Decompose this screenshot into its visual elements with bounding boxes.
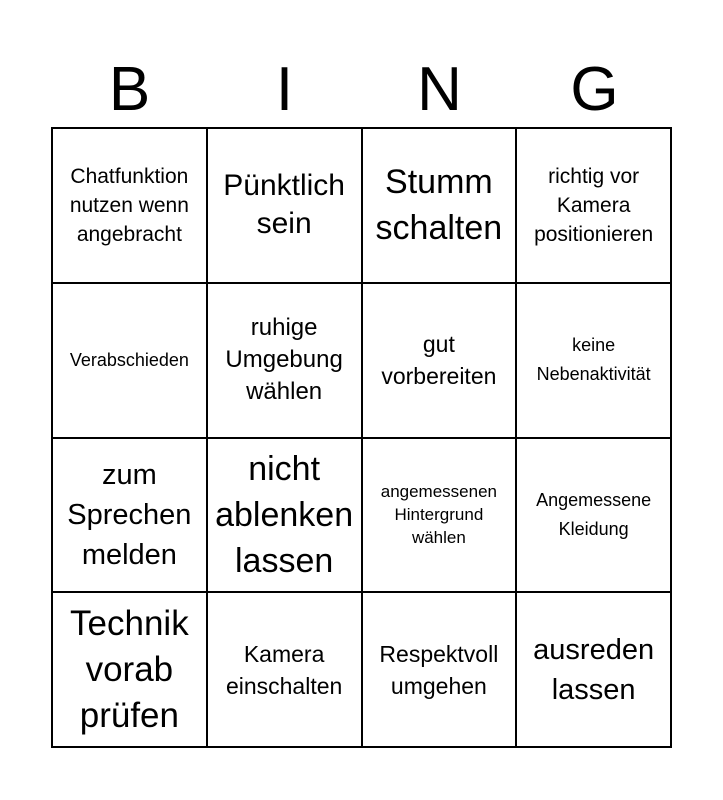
bingo-cell-text: Stumm schalten xyxy=(375,163,503,248)
bingo-cell-text: keine Nebenaktivität xyxy=(536,335,651,385)
bingo-cell-text: Pünktlich sein xyxy=(223,169,345,241)
bingo-cell[interactable] xyxy=(517,593,672,748)
bingo-cell-text: angemessenen Hintergrund wählen xyxy=(380,482,497,548)
bingo-cell[interactable] xyxy=(53,129,208,284)
header-letter-g: G xyxy=(570,55,619,124)
bingo-cell-text: gut vorbereiten xyxy=(381,331,497,390)
header-letter-n: N xyxy=(417,55,462,124)
bingo-cell[interactable] xyxy=(53,439,208,594)
bingo-cell[interactable] xyxy=(53,284,208,439)
bingo-cell[interactable] xyxy=(208,129,363,284)
header-letter-b: B xyxy=(108,55,151,124)
bingo-cell[interactable] xyxy=(363,439,518,594)
bingo-cell[interactable] xyxy=(517,129,672,284)
bingo-cell[interactable] xyxy=(363,593,518,748)
bingo-cell-text: Respektvoll umgehen xyxy=(379,640,499,699)
bingo-cell-text: Angemessene Kleidung xyxy=(536,489,652,539)
bingo-cell-text: Kamera einschalten xyxy=(225,640,343,699)
bingo-cell[interactable] xyxy=(208,284,363,439)
bingo-cell-text: ausreden lassen xyxy=(533,633,655,706)
bingo-cell-text: nicht ablenken lassen xyxy=(215,449,354,580)
bingo-header xyxy=(52,50,672,130)
bingo-cell[interactable] xyxy=(208,593,363,748)
bingo-cell-text: richtig vor Kamera positionieren xyxy=(534,164,654,246)
bingo-cell[interactable] xyxy=(517,284,672,439)
bingo-grid xyxy=(51,127,672,748)
bingo-cell[interactable] xyxy=(363,284,518,439)
bingo-cell[interactable] xyxy=(517,439,672,594)
bingo-cell-text: Technik vorab prüfen xyxy=(70,603,189,735)
bingo-cell-text: Chatfunktion nutzen wenn angebracht xyxy=(69,164,189,246)
bingo-cell[interactable] xyxy=(208,439,363,594)
header-letter-i: I xyxy=(275,55,294,124)
bingo-cell-text: zum Sprechen melden xyxy=(67,458,192,571)
bingo-cell[interactable] xyxy=(53,593,208,748)
bingo-cell-text: Verabschieden xyxy=(69,350,189,371)
bingo-cell[interactable] xyxy=(363,129,518,284)
bingo-cell-text: ruhige Umgebung wählen xyxy=(225,314,343,406)
